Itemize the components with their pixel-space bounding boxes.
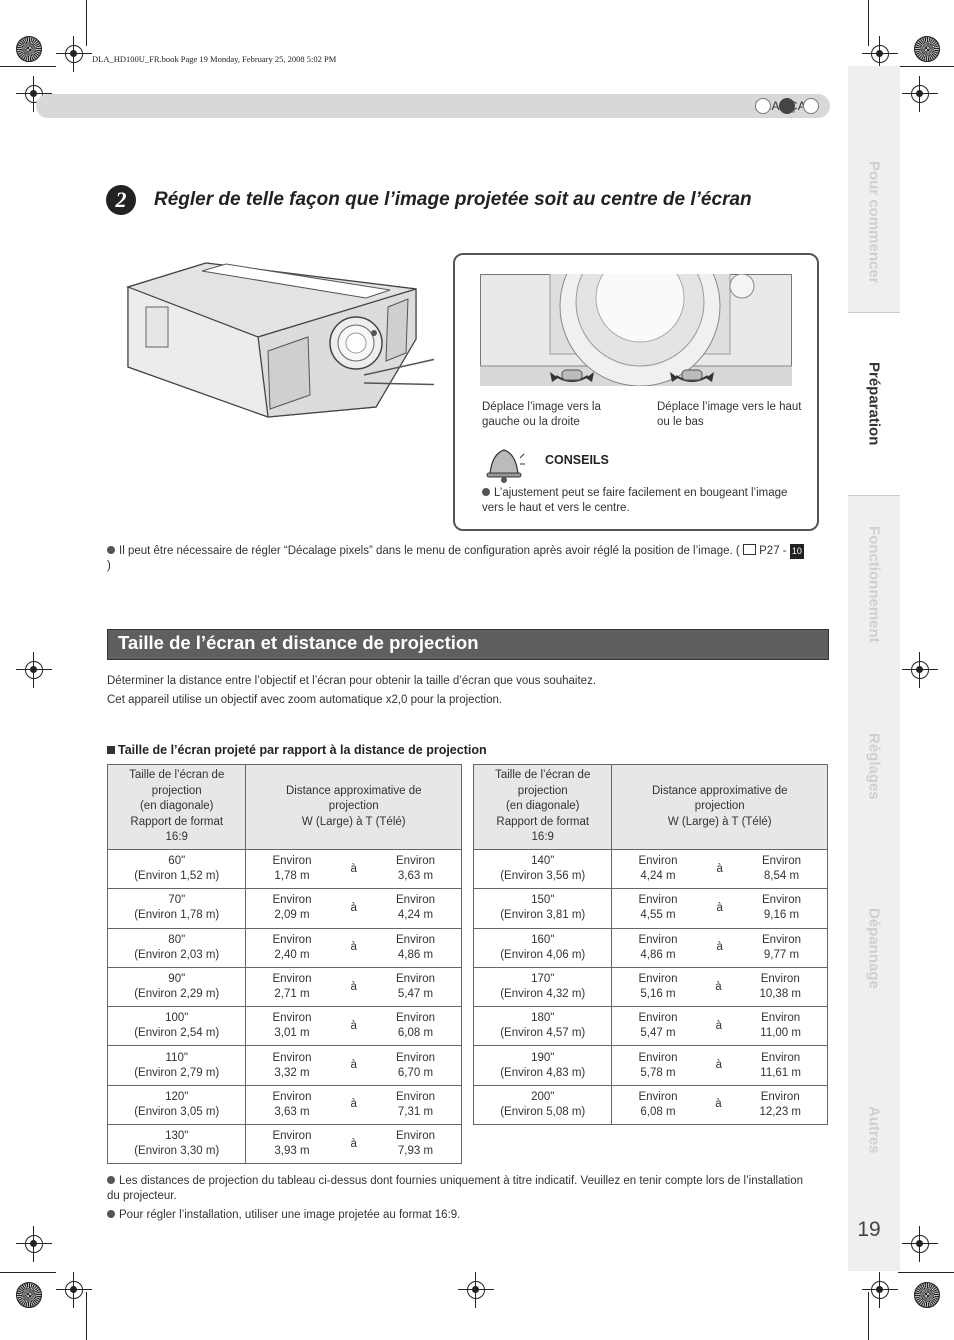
table-row [474, 850, 828, 889]
header-distance: Distance approximative de projection W (Large) à T (Télé) [246, 765, 462, 850]
registration-mark-icon [458, 1272, 494, 1308]
header-bar [36, 94, 830, 118]
distance-tele: Environ 3,63 m [396, 855, 435, 883]
distance-separator: à [715, 980, 722, 993]
distance-wide: Environ 1,78 m [272, 855, 312, 883]
table-row [108, 850, 462, 889]
screen-size-cell [474, 1085, 612, 1124]
note-paragraph: Il peut être nécessaire de régler “Décalage pixels” dans le menu de configuration après avoir réglé la position de l’image. ( P27 - 10) [107, 545, 802, 572]
registration-mark-icon [16, 1226, 52, 1262]
caption-left-right: Déplace l’image vers la gauche ou la droite [482, 401, 601, 428]
screen-size-cell [108, 967, 246, 1006]
screen-size: 100" [165, 1012, 189, 1025]
color-rosette-icon [16, 1282, 42, 1308]
note-ref-sep: - [782, 545, 787, 557]
distance-wide: Environ 6,08 m [638, 1090, 678, 1118]
screen-size: 130" [165, 1130, 189, 1143]
bullet-icon [107, 1210, 115, 1218]
screen-size-cell [108, 1125, 246, 1164]
distance-separator: à [350, 1137, 357, 1150]
table-row [108, 1007, 462, 1046]
table-row [474, 1007, 828, 1046]
distance-separator: à [350, 901, 357, 914]
distance-tele: Environ 7,93 m [396, 1130, 435, 1158]
table-row [108, 1085, 462, 1124]
distance-cell [612, 850, 828, 889]
screen-size: 150" [531, 894, 555, 907]
distance-wide: Environ 2,71 m [272, 973, 312, 1001]
screen-size-cell [474, 889, 612, 928]
distance-cell [246, 889, 462, 928]
note-ref-num: 10 [790, 544, 804, 559]
distance-tele: Environ 10,38 m [759, 973, 801, 1001]
screen-size: 190" [531, 1051, 555, 1064]
screen-size-cell [108, 1085, 246, 1124]
screen-size: 140" [531, 855, 555, 868]
registration-mark-icon [902, 76, 938, 112]
screen-diagonal: (Environ 2,79 m) [134, 1066, 220, 1079]
registration-mark-icon [902, 1226, 938, 1262]
distance-wide: Environ 4,86 m [638, 933, 678, 961]
distance-cell [612, 889, 828, 928]
screen-size-cell [474, 967, 612, 1006]
screen-size: 160" [531, 933, 555, 946]
distance-separator: à [350, 1059, 357, 1072]
color-rosette-icon [16, 36, 42, 62]
distance-tele: Environ 6,08 m [396, 1012, 435, 1040]
distance-tele: Environ 9,16 m [762, 894, 801, 922]
bullet-icon [107, 1176, 115, 1184]
tab-reglages[interactable]: Réglages [865, 732, 883, 800]
footnote-1-text: Les distances de projection du tableau ci-dessus dont fournies uniquement à titre indicatif. Veuillez en tenir compte lors de l’installation du projecteur. [107, 1175, 804, 1202]
screen-size: 60" [168, 855, 186, 868]
distance-table-left [107, 764, 462, 1164]
tab-autres[interactable]: Autres [865, 1106, 883, 1154]
distance-wide: Environ 2,40 m [272, 933, 312, 961]
distance-cell [612, 967, 828, 1006]
footnote-1 [107, 1174, 817, 1204]
distance-tele: Environ 4,24 m [396, 894, 435, 922]
screen-diagonal: (Environ 3,05 m) [134, 1105, 220, 1118]
tab-depannage[interactable]: Dépannage [865, 907, 883, 989]
table-row [108, 1046, 462, 1085]
distance-cell [246, 928, 462, 967]
distance-tele: Environ 8,54 m [762, 855, 801, 883]
distance-separator: à [350, 1098, 357, 1111]
screen-size-cell [108, 928, 246, 967]
screen-diagonal: (Environ 1,78 m) [134, 909, 220, 922]
indicator-dot-icon [755, 98, 771, 114]
table-row [474, 928, 828, 967]
color-rosette-icon [914, 36, 940, 62]
tip-body: L’ajustement peut se faire facilement en bougeant l’image vers le haut et vers le centre. [482, 487, 788, 514]
screen-size-cell [474, 1046, 612, 1085]
registration-mark-icon [16, 652, 52, 688]
caption-up-down: Déplace l’image vers le haut ou le bas [657, 401, 802, 428]
screen-diagonal: (Environ 3,30 m) [134, 1145, 220, 1158]
header-screen-size: Taille de l’écran de projection (en diagonale) Rapport de format 16:9 [108, 765, 246, 850]
intro-line-2: Cet appareil utilise un objectif avec zoom automatique x2,0 pour la projection. [107, 694, 503, 706]
distance-wide: Environ 3,01 m [272, 1012, 312, 1040]
distance-cell [246, 1085, 462, 1124]
tab-preparation[interactable]: Préparation [848, 312, 900, 496]
book-icon [743, 544, 756, 555]
distance-wide: Environ 5,78 m [638, 1051, 678, 1079]
table-row [108, 1125, 462, 1164]
distance-separator: à [350, 941, 357, 954]
screen-size-cell [108, 1046, 246, 1085]
distance-cell [246, 850, 462, 889]
table-row [474, 889, 828, 928]
screen-diagonal: (Environ 1,52 m) [134, 870, 220, 883]
file-info: DLA_HD100U_FR.book Page 19 Monday, February 25, 2008 5:02 PM [92, 54, 337, 64]
distance-tele: Environ 12,23 m [759, 1090, 801, 1118]
table-heading [107, 743, 487, 757]
screen-diagonal: (Environ 4,83 m) [500, 1066, 586, 1079]
table-row [474, 967, 828, 1006]
distance-wide: Environ 3,93 m [272, 1130, 312, 1158]
distance-wide: Environ 4,24 m [638, 855, 678, 883]
screen-size-cell [474, 850, 612, 889]
screen-diagonal: (Environ 4,57 m) [500, 1027, 586, 1040]
bullet-icon [482, 488, 490, 496]
distance-cell [612, 928, 828, 967]
table-row [108, 967, 462, 1006]
bell-icon [482, 444, 526, 484]
table-row [108, 889, 462, 928]
screen-size: 120" [165, 1090, 189, 1103]
screen-diagonal: (Environ 2,54 m) [134, 1027, 220, 1040]
distance-cell [246, 967, 462, 1006]
screen-size-cell [474, 1007, 612, 1046]
distance-separator: à [715, 1059, 723, 1072]
table-row [474, 1046, 828, 1085]
distance-cell [246, 1007, 462, 1046]
screen-size: 180" [531, 1012, 555, 1025]
header-screen-size: Taille de l’écran de projection (en diagonale) Rapport de format 16:9 [474, 765, 612, 850]
distance-tele: Environ 4,86 m [396, 933, 435, 961]
screen-size-cell [474, 928, 612, 967]
note-text: Il peut être nécessaire de régler “Décalage pixels” dans le menu de configuration après avoir réglé la position de l’image. [119, 545, 733, 557]
distance-wide: Environ 4,55 m [638, 894, 678, 922]
distance-separator: à [716, 941, 723, 954]
distance-cell [612, 1007, 828, 1046]
screen-size: 80" [168, 933, 186, 946]
projector-illustration [124, 255, 434, 425]
screen-diagonal: (Environ 3,56 m) [500, 870, 586, 883]
screen-size: 110" [165, 1051, 188, 1064]
table-row [474, 1085, 828, 1124]
distance-separator: à [350, 980, 357, 993]
square-bullet-icon [107, 746, 115, 754]
color-rosette-icon [914, 1282, 940, 1308]
page-number: 19 [857, 1218, 881, 1241]
distance-cell [246, 1046, 462, 1085]
footnote-2-text: Pour régler l’installation, utiliser une image projetée au format 16:9. [119, 1209, 461, 1221]
screen-size-cell [108, 1007, 246, 1046]
screen-diagonal: (Environ 2,03 m) [134, 948, 220, 961]
intro-line-1: Déterminer la distance entre l’objectif et l’écran pour obtenir la taille d’écran que vous souhaitez. [107, 675, 597, 687]
screen-diagonal: (Environ 4,32 m) [500, 988, 586, 1001]
lens-closeup-illustration [480, 274, 792, 386]
indicator-dot-icon [803, 98, 819, 114]
table-heading-text: Taille de l’écran projeté par rapport à la distance de projection [118, 743, 487, 757]
distance-wide: Environ 3,63 m [272, 1090, 312, 1118]
indicator-dot-icon [779, 98, 795, 114]
distance-tele: Environ 11,00 m [760, 1012, 801, 1040]
tab-fonctionnement[interactable]: Fonctionnement [865, 525, 883, 643]
header-distance: Distance approximative de projection W (Large) à T (Télé) [612, 765, 828, 850]
registration-mark-icon [902, 652, 938, 688]
screen-size: 70" [168, 894, 186, 907]
screen-diagonal: (Environ 5,08 m) [500, 1105, 586, 1118]
screen-size: 170" [531, 973, 555, 986]
distance-cell [612, 1046, 828, 1085]
screen-diagonal: (Environ 2,29 m) [134, 988, 220, 1001]
distance-separator: à [715, 1019, 723, 1032]
distance-cell [246, 1125, 462, 1164]
tip-text [482, 486, 802, 516]
distance-separator: à [715, 1098, 722, 1111]
tips-label: CONSEILS [545, 453, 609, 467]
bullet-icon [107, 546, 115, 554]
screen-size-cell [108, 889, 246, 928]
distance-tele: Environ 11,61 m [760, 1051, 801, 1079]
distance-tele: Environ 6,70 m [396, 1051, 435, 1079]
screen-diagonal: (Environ 4,06 m) [500, 948, 586, 961]
distance-tele: Environ 7,31 m [396, 1090, 435, 1118]
distance-tele: Environ 9,77 m [762, 933, 801, 961]
distance-wide: Environ 3,32 m [272, 1051, 312, 1079]
distance-separator: à [350, 862, 357, 875]
screen-size: 200" [531, 1090, 555, 1103]
distance-separator: à [716, 862, 723, 875]
step-number-badge: 2 [106, 185, 136, 215]
step-title: Régler de telle façon que l’image projetée soit au centre de l’écran [154, 189, 752, 210]
screen-size: 90" [168, 973, 186, 986]
note-ref-page: P27 [759, 545, 780, 557]
screen-diagonal: (Environ 3,81 m) [500, 909, 586, 922]
distance-table-right [473, 764, 828, 1125]
distance-cell [612, 1085, 828, 1124]
table-row [108, 928, 462, 967]
distance-separator: à [350, 1019, 357, 1032]
section-title: Taille de l’écran et distance de projection [118, 632, 479, 653]
distance-tele: Environ 5,47 m [396, 973, 435, 1001]
distance-wide: Environ 5,47 m [638, 1012, 678, 1040]
distance-wide: Environ 2,09 m [272, 894, 312, 922]
footnote-2 [107, 1208, 817, 1223]
distance-wide: Environ 5,16 m [638, 973, 678, 1001]
distance-separator: à [716, 901, 723, 914]
tab-pour-commencer[interactable]: Pour commencer [865, 160, 883, 284]
screen-size-cell [108, 850, 246, 889]
